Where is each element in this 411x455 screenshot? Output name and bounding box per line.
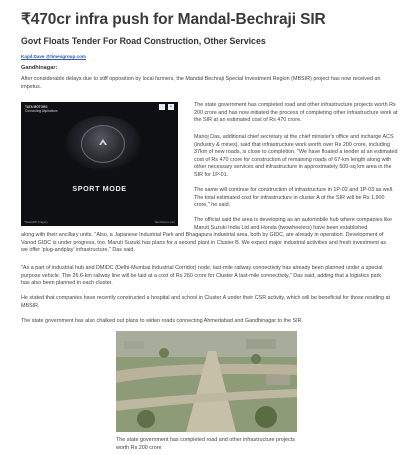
ad-close-icon[interactable]: ✕	[169, 104, 173, 109]
aerial-road-photo	[116, 331, 297, 432]
ad-headline: SPORT MODE	[72, 184, 127, 193]
body-paragraph-7: The state government has also chalked out plans to widen roads connecting Ahmedabad and Gandhinagar to the SIR.	[21, 318, 303, 324]
ad-info-icon[interactable]: ⓘ	[159, 104, 165, 109]
body-paragraph-1: The state government has completed road and other infrastructure projects worth Rs 200 crore and has now initiated the process of completing other infrastructure work at the SIR at an estimated cost of Rs 470 crore.	[194, 102, 398, 124]
body-paragraph-4-continued: along with their ancillary units. "Also, a Japanese Industrial Park and Bhagapura industrial area, both by GIDC, are already in operation. Development of Vanod GIDC is under progress, too. Maruti Suzuki has plans for a second plant in Cluster B. We expect major industrial activities and fresh investment as we offer 'plug-andplay' infrastructure," Das said.	[21, 232, 387, 254]
advertisement[interactable]	[21, 102, 178, 226]
ad-brand-logo	[25, 105, 58, 113]
ad-footer	[24, 220, 175, 224]
body-paragraph-2: Manoj Das, additional chief secretary at the chief minister's office and incharge ACS (industry & mines), said that infrastructure work worth over Rs 200 crore, including 37km of new roads, is close to completion. "We have floated a tender at an estimated cost of Rs 470 crore for construction of remaining roads of 67-km length along with other necessary services and infrastructure in approximately 500-sq km area in the SIR for 1P-01.	[194, 134, 398, 178]
ad-brand: TATA MOTORS	[25, 105, 48, 109]
body-paragraph-3: The same will continue for construction of infrastructure in 1P-02 and 1P-03 as well. The total estimated cost for infrastructure in cluster A of the SIR will be Rs 1,900 crore," he said.	[194, 187, 394, 209]
ad-badges	[159, 104, 174, 110]
article-subheadline: Govt Floats Tender For Road Construction, Other Services	[21, 36, 266, 46]
ad-brand-sub: Connecting Aspirations	[25, 109, 58, 113]
aerial-road-illustration	[116, 331, 297, 432]
ad-footer-left: *Tata/ADP Imagery	[24, 220, 48, 224]
body-paragraph-6: He stated that companies have recently constructed a hospital and school in Cluster A under their CSR activity, which will be beneficial for those residing at MBSIR.	[21, 295, 391, 309]
photo-caption: The state government has completed road and other infrastructure projects worth Rs 200 crore	[116, 437, 295, 451]
byline-email-link[interactable]: Kapil.Dave @timesgroup.com	[21, 54, 86, 59]
body-paragraph-4: The official said the area is developing as an automobile hub where companies like Maruti Suzuki India Ltd and Honda (twowheelers) have been established	[194, 217, 392, 231]
article	[21, 10, 399, 91]
article-headline: ₹470cr infra push for Mandal-Bechraji SIR	[21, 11, 326, 28]
dateline: Gandhinagar:	[21, 65, 58, 71]
body-paragraph-5: "As a part of industrial hub and DMIDC (Delhi-Mumbai Industrial Corridor) node, last-mile railway connectivity has already been planned under a special purpose vehicle. The 26.6-km railway line will be laid at a cost of Rs 260 crore for Cluster A last-mile connectivity," Das said, adding that a logistics park has also been planned in each cluster.	[21, 265, 383, 287]
intro-paragraph: After considerable delays due to stiff opposition by local farmers, the Mandal Bechraji Special Investment Region (MBSIR) project has now received an impetus.	[21, 76, 381, 90]
sport-mode-icon	[97, 136, 109, 148]
ad-footer-right: Tata Motors.com	[154, 220, 175, 224]
